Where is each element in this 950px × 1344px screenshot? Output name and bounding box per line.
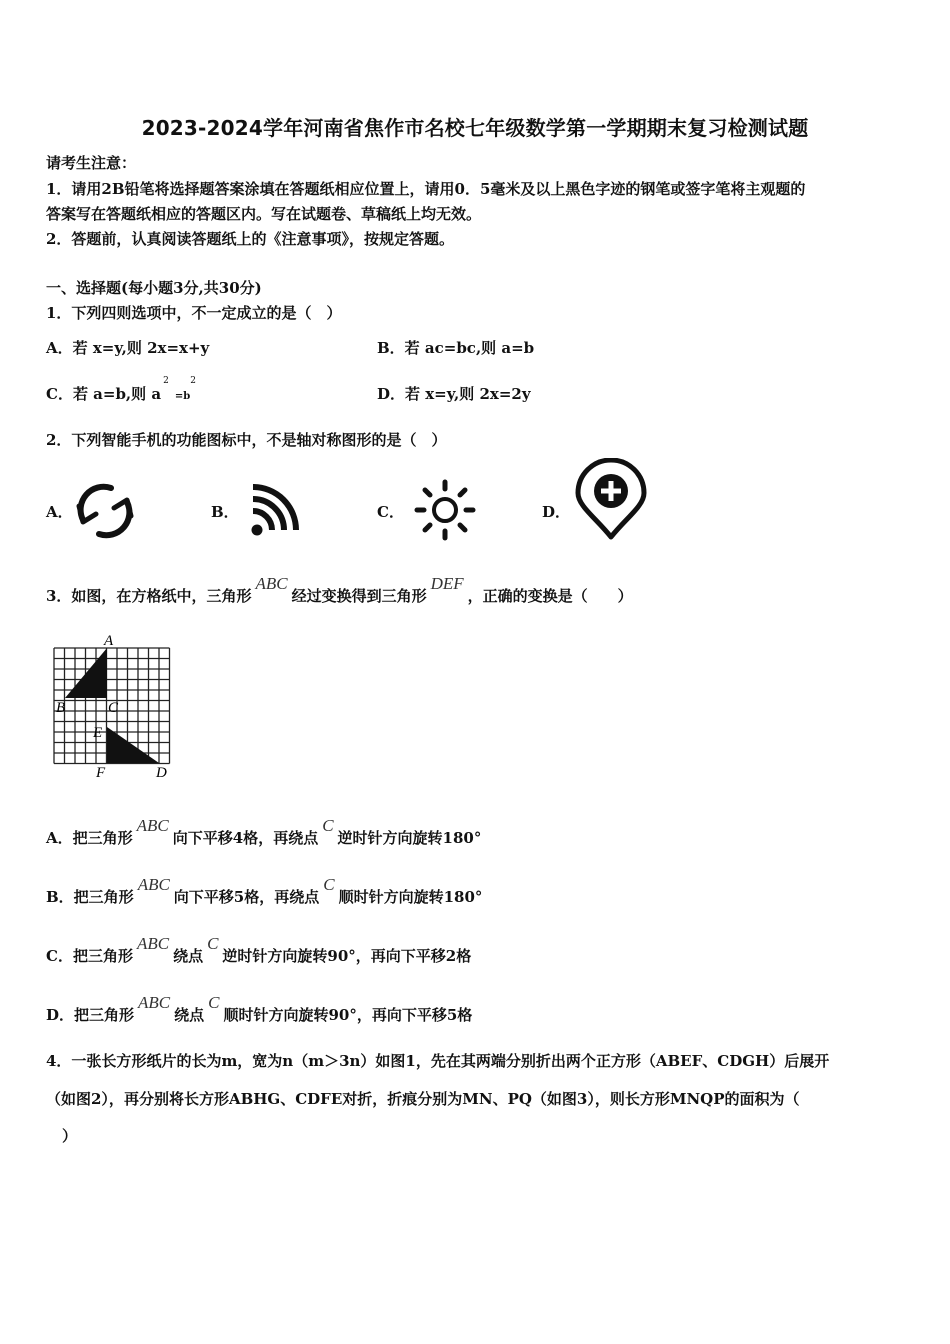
- point-e-label: E: [93, 725, 103, 741]
- page-title: 2023-2024学年河南省焦作市名校七年级数学第一学期期末复习检测试题: [141, 116, 809, 140]
- q3-option-a-tri: ABC: [136, 816, 169, 835]
- q3-option-c-post: 逆时针方向旋转90°，再向下平移2格: [222, 947, 472, 965]
- q3-option-c-mid: 绕点: [173, 947, 204, 965]
- notice-line-2: 答案写在答题纸相应的答题区内。写在试题卷、草稿纸上均无效。: [46, 205, 482, 223]
- q1-stem: 1．下列四则选项中，不一定成立的是（ ）: [46, 304, 342, 322]
- refresh-icon: [74, 480, 136, 542]
- q3-option-b-post: 顺时针方向旋转180°: [338, 888, 483, 906]
- q4-line-1: 4．一张长方形纸片的长为m，宽为n（m＞3n）如图1，先在其两端分别折出两个正方形（ABEF、CDGH）后展开: [46, 1052, 830, 1070]
- q3-option-a-label: A．把三角形: [46, 829, 133, 847]
- section-heading: 一、选择题(每小题3分,共30分): [46, 279, 262, 297]
- q2-stem: 2．下列智能手机的功能图标中，不是轴对称图形的是（ ）: [46, 431, 447, 449]
- q3-stem-post: ，正确的变换是（ ）: [467, 587, 633, 605]
- point-b-label: B: [56, 700, 66, 716]
- q1-option-c: [46, 376, 196, 404]
- q3-option-b-pt: C: [323, 875, 335, 894]
- q3-option-c: [46, 934, 472, 966]
- q1-option-b: B．若 ac=bc,则 a=b: [377, 339, 535, 357]
- q1-option-d: D．若 x=y,则 2x=2y: [377, 385, 531, 403]
- q3-option-c-label: C．把三角形: [46, 947, 133, 965]
- notice-line-1: 1．请用2B铅笔将选择题答案涂填在答题纸相应位置上，请用0．5毫米及以上黑色字迹的钢笔或签字笔将主观题的: [46, 180, 806, 198]
- q3-option-c-pt: C: [207, 934, 219, 953]
- q3-option-b-label: B．把三角形: [46, 888, 134, 906]
- q2-label-b: B．: [211, 503, 239, 521]
- q3-option-a-pt: C: [322, 816, 334, 835]
- location-add-icon: [572, 458, 650, 542]
- q1-option-c-sup1: 2: [163, 376, 169, 386]
- q3-option-d-mid: 绕点: [174, 1006, 205, 1024]
- q3-option-d: [46, 993, 473, 1025]
- q4-line-2: （如图2），再分别将长方形ABHG、CDFE对折，折痕分别为MN、PQ（如图3），则长方形MNQP的面积为（: [46, 1090, 800, 1108]
- point-f-label: F: [96, 765, 106, 781]
- q1-option-a: A．若 x=y,则 2x=x+y: [46, 339, 210, 357]
- sun-icon: [413, 478, 477, 542]
- q3-stem-def: DEF: [430, 574, 464, 593]
- q3-option-b-tri: ABC: [137, 875, 170, 894]
- notice-line-3: 2．答题前，认真阅读答题纸上的《注意事项》，按规定答题。: [46, 230, 454, 248]
- q2-label-c: C．: [377, 503, 404, 521]
- point-d-label: D: [156, 765, 167, 781]
- q1-option-c-pre: C．若 a=b,则 a: [46, 385, 162, 403]
- point-a-label: A: [104, 633, 114, 649]
- q3-stem: [46, 574, 633, 606]
- q3-stem-abc: ABC: [255, 574, 288, 593]
- q3-option-a-mid: 向下平移4格，再绕点: [172, 829, 319, 847]
- q3-option-d-tri: ABC: [138, 993, 171, 1012]
- q1-option-c-mid: =b: [174, 391, 191, 402]
- q3-stem-pre: 3．如图，在方格纸中，三角形: [46, 587, 252, 605]
- q3-option-b: [46, 875, 483, 907]
- point-c-label: C: [108, 700, 119, 716]
- wifi-signal-icon: [247, 481, 305, 541]
- q4-line-3: ）: [62, 1127, 78, 1145]
- notice-heading: 请考生注意：: [46, 154, 137, 172]
- q3-option-d-post: 顺时针方向旋转90°，再向下平移5格: [223, 1006, 473, 1024]
- q3-stem-mid: 经过变换得到三角形: [291, 587, 427, 605]
- q2-label-d: D．: [542, 503, 571, 521]
- q3-option-a-post: 逆时针方向旋转180°: [337, 829, 482, 847]
- q3-option-d-pt: C: [208, 993, 220, 1012]
- q3-option-d-label: D．把三角形: [46, 1006, 135, 1024]
- q3-option-a: [46, 816, 482, 848]
- q1-option-c-sup2: 2: [190, 376, 196, 386]
- q3-option-b-mid: 向下平移5格，再绕点: [173, 888, 320, 906]
- q3-option-c-tri: ABC: [136, 934, 170, 953]
- q2-label-a: A．: [46, 503, 73, 521]
- grid-figure: [44, 630, 184, 782]
